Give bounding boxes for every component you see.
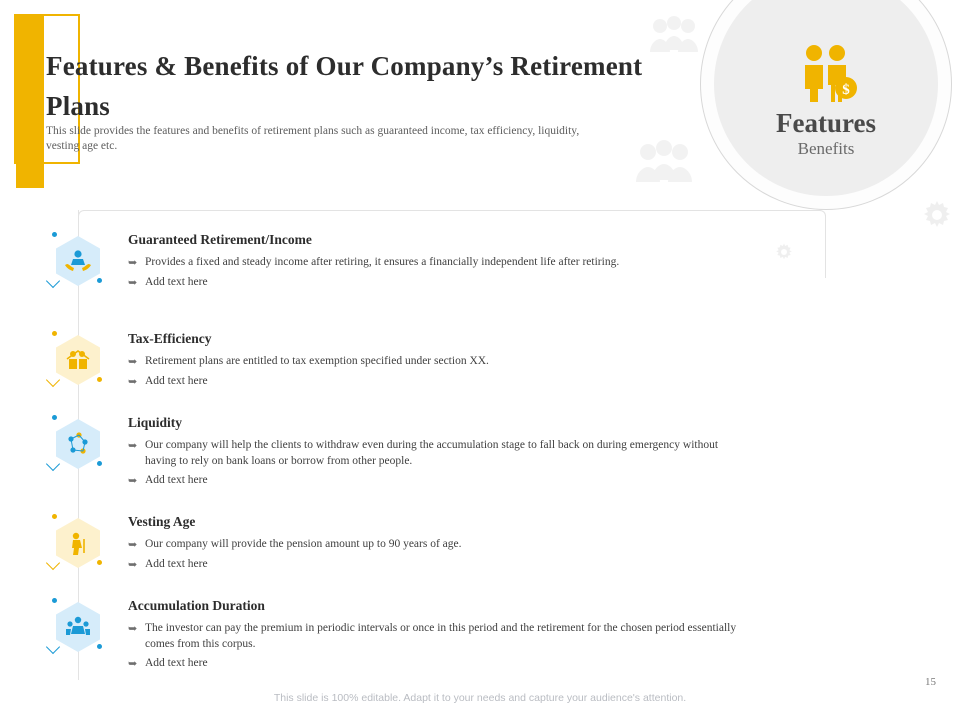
left-accent-bar [16, 16, 44, 188]
accent-dot [97, 377, 102, 382]
bullet-row [128, 353, 748, 370]
accent-tick [46, 556, 60, 570]
bullet-row [128, 620, 748, 652]
bullet-row [128, 437, 748, 469]
item-icon-wrapper [46, 331, 110, 395]
bullet-text: Provides a fixed and steady income after retiring, it ensures a financially independent life after retiring. [145, 256, 620, 268]
bullet-marker-icon: ➥ [128, 257, 138, 269]
page-number: 15 [925, 676, 936, 688]
family-home-icon [56, 335, 100, 385]
item-icon-wrapper [46, 232, 110, 296]
family-dollar-icon [794, 44, 858, 104]
bullet-marker-icon: ➥ [128, 277, 138, 289]
bullet-text: Retirement plans are entitled to tax exemption specified under section XX. [145, 355, 489, 367]
svg-text:$: $ [842, 82, 850, 98]
item-body [128, 415, 748, 492]
accent-dot [52, 514, 57, 519]
footer-note: This slide is 100% editable. Adapt it to your needs and capture your audience's attention. [273, 692, 687, 704]
accent-tick [46, 457, 60, 471]
bullet-marker-icon: ➥ [128, 658, 138, 670]
bullet-text: Add text here [145, 558, 208, 570]
bullet-marker-icon: ➥ [128, 376, 138, 388]
accent-dot [52, 331, 57, 336]
page-subtitle: This slide provides the features and benefits of retirement plans such as guaranteed income, tax efficiency, liquidity, vesting age etc. [46, 125, 580, 152]
item-icon-wrapper [46, 514, 110, 578]
item-icon-wrapper [46, 415, 110, 479]
bullet-marker-icon: ➥ [128, 475, 138, 487]
accent-dot [97, 644, 102, 649]
bullet-row [128, 536, 748, 553]
group-people-icon [56, 602, 100, 652]
people-decoration-icon [634, 140, 694, 188]
accent-dot [52, 232, 57, 237]
item-icon-wrapper [46, 598, 110, 662]
people-decoration-icon [648, 16, 700, 58]
hands-holding-person-icon [56, 236, 100, 286]
page-title: Features & Benefits of Our Company’s Retirement Plans [46, 51, 643, 121]
bullet-row [128, 655, 748, 672]
gear-decoration-icon [922, 200, 952, 230]
item-heading: Tax-Efficiency [128, 331, 212, 346]
accent-tick [46, 640, 60, 654]
features-badge [714, 0, 938, 196]
accent-dot [97, 560, 102, 565]
bullet-marker-icon: ➥ [128, 440, 138, 452]
bullet-text: Add text here [145, 657, 208, 669]
bullet-marker-icon: ➥ [128, 559, 138, 571]
accent-tick [46, 373, 60, 387]
bullet-text: Add text here [145, 375, 208, 387]
item-heading: Guaranteed Retirement/Income [128, 232, 312, 247]
bullet-marker-icon: ➥ [128, 623, 138, 635]
bullet-row [128, 254, 748, 271]
bullet-marker-icon: ➥ [128, 356, 138, 368]
bullet-text: Add text here [145, 474, 208, 486]
bullet-row [128, 373, 748, 390]
accent-dot [52, 598, 57, 603]
badge-subtitle: Benefits [797, 139, 855, 158]
accent-dot [97, 278, 102, 283]
bullet-row [128, 556, 748, 573]
item-heading: Accumulation Duration [128, 598, 265, 613]
network-nodes-icon [56, 419, 100, 469]
bullet-row [128, 472, 748, 489]
item-heading: Vesting Age [128, 514, 196, 529]
bullet-text: The investor can pay the premium in periodic intervals or once in this period and the retirement for the chosen period essentially comes from this corpus. [145, 622, 737, 650]
item-body [128, 232, 748, 294]
item-body [128, 598, 748, 675]
badge-title: Features [776, 108, 876, 138]
item-body [128, 514, 748, 576]
accent-tick [46, 274, 60, 288]
item-heading: Liquidity [128, 415, 183, 430]
accent-dot [52, 415, 57, 420]
bullet-row [128, 274, 748, 291]
bullet-text: Our company will provide the pension amount up to 90 years of age. [145, 538, 462, 550]
bullet-marker-icon: ➥ [128, 539, 138, 551]
bullet-text: Add text here [145, 276, 208, 288]
accent-dot [97, 461, 102, 466]
item-body [128, 331, 748, 393]
bullet-text: Our company will help the clients to withdraw even during the accumulation stage to fall back on during emergency without having to rely on bank loans or borrow from other people. [145, 439, 719, 467]
elderly-person-icon [56, 518, 100, 568]
